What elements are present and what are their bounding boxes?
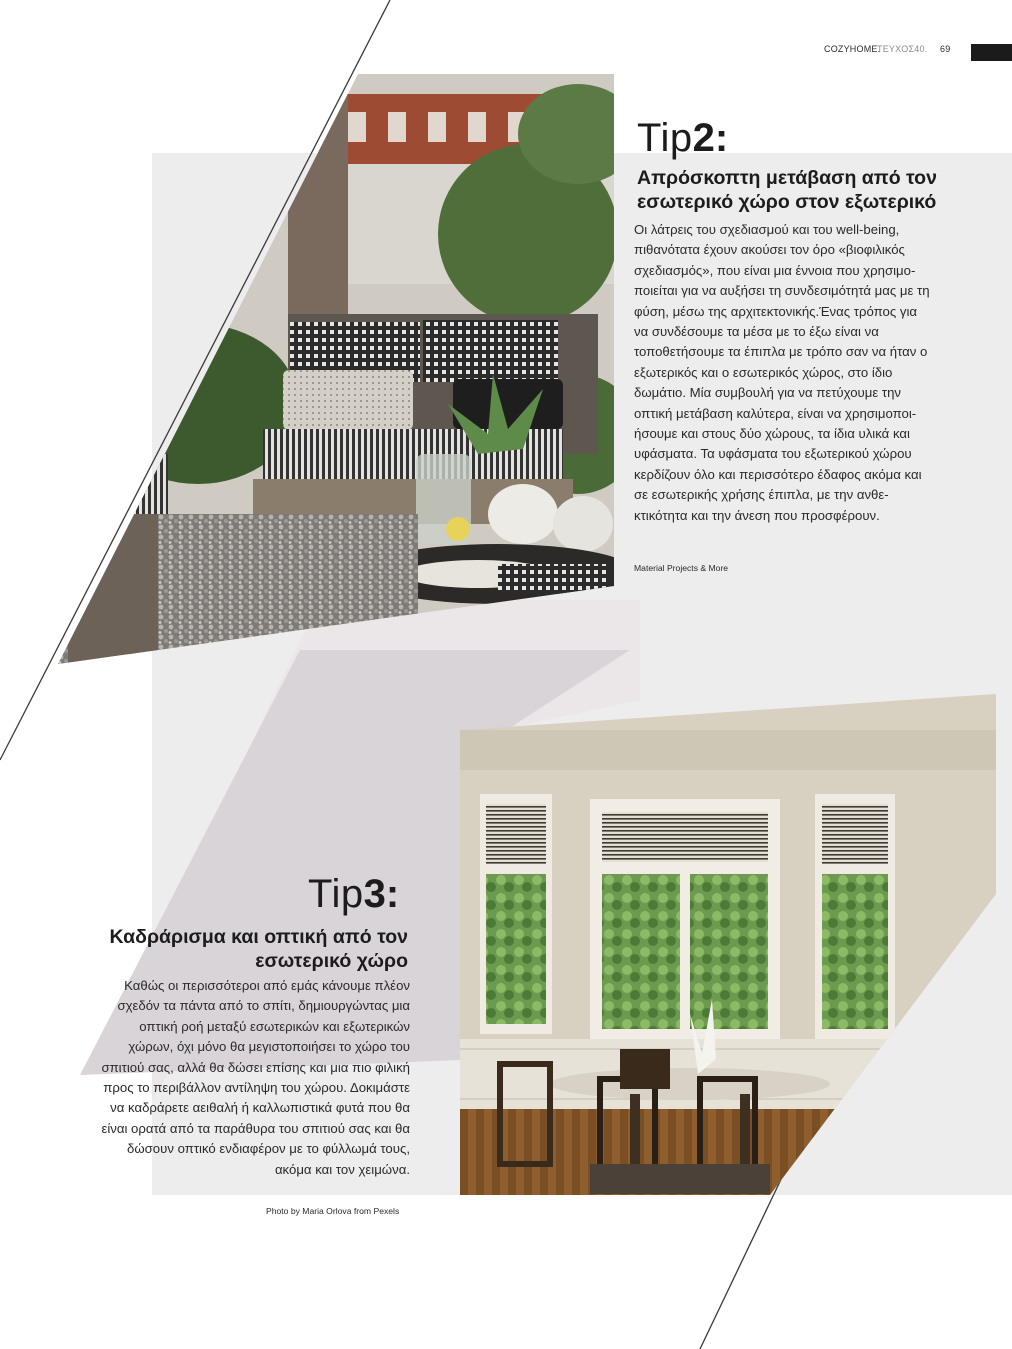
tip2-photo-credit: Material Projects & More [634,563,729,573]
tip3-title-number: 3: [363,872,400,916]
bay-window-photo [460,694,996,1195]
header-issue: ΤΕΥΧΟΣ40. [877,44,928,54]
tip2-title-word: Tip [637,116,693,160]
header-tab [971,44,1012,61]
tip3-title-word: Tip [308,872,364,916]
tip3-subtitle: Καδράρισμα και οπτική από τον εσωτερικό χώρο [109,926,408,972]
tip2-body: Οι λάτρεις του σχεδιασμού και του well-being, πιθανότατα έχουν ακούσει τον όρο «βιοφιλικός σχεδιασμός», που είναι μια έννοια που χρησιμο-ποιείται για να αυξήσει τη συνδεσιμότητά μας με τη φύση, μέσω της αρχιτεκτονικής.Ένας τρόπος για να συνδέσουμε τα μέσα με το έξω είναι να τοποθετήσουμε τα έπιπλα με τρόπο σαν να ήταν ο εξωτερικός και ο εσωτερικός χώρος, στο ίδιο δωμάτιο. Μία συμβουλή για να πετύχουμε την οπτική μετάβαση καλύτερα, είναι να χρησιμοποι-ήσουμε και στους δύο χώρους, τα ίδια υλικά και υφάσματα. Τα υφάσματα του εξωτερικού χώρου κερδίζουν όλο και περισσότερο έδαφος ακόμα και σε εσωτερικής χρήσης έπιπλα, με την ανθε-κτικότητα και την άνεση που προσφέρουν. [634,222,930,523]
tip3-photo-credit: Photo by Maria Orlova from Pexels [266,1206,400,1216]
tip3-body: Καθώς οι περισσότεροι από εμάς κάνουμε πλέον σχεδόν τα πάντα από το σπίτι, δημιουργώντας μια οπτική ροή μεταξύ εσωτερικών και εξωτερικών χώρων, όχι μόνο θα μεγιστοποιήσει το χώρο του σπιτιού σας, αλλά θα δώσει επίσης και μια πιο φιλική προς το περιβάλλον αντίληψη του χώρου. Δοκιμάστε να καδράρετε αειθαλή ή καλλωπιστικά φυτά που θα είναι ορατά από τα παράθυρα του σπιτιού σας και θα δώσουν οπτικό ενδιαφέρον με το φύλλωμά τους, ακόμα και τον χειμώνα. [101,978,410,1177]
header-brand: COZYHOME. [824,44,881,54]
tip3-title [308,872,399,916]
tip2-subtitle: Απρόσκοπτη μετάβαση από τον εσωτερικό χώρο στον εξωτερικό [637,167,937,213]
patio-photo [58,74,614,664]
tip2-title [637,116,728,160]
page-number: 69 [940,44,951,54]
tip2-title-number: 2: [692,116,729,160]
